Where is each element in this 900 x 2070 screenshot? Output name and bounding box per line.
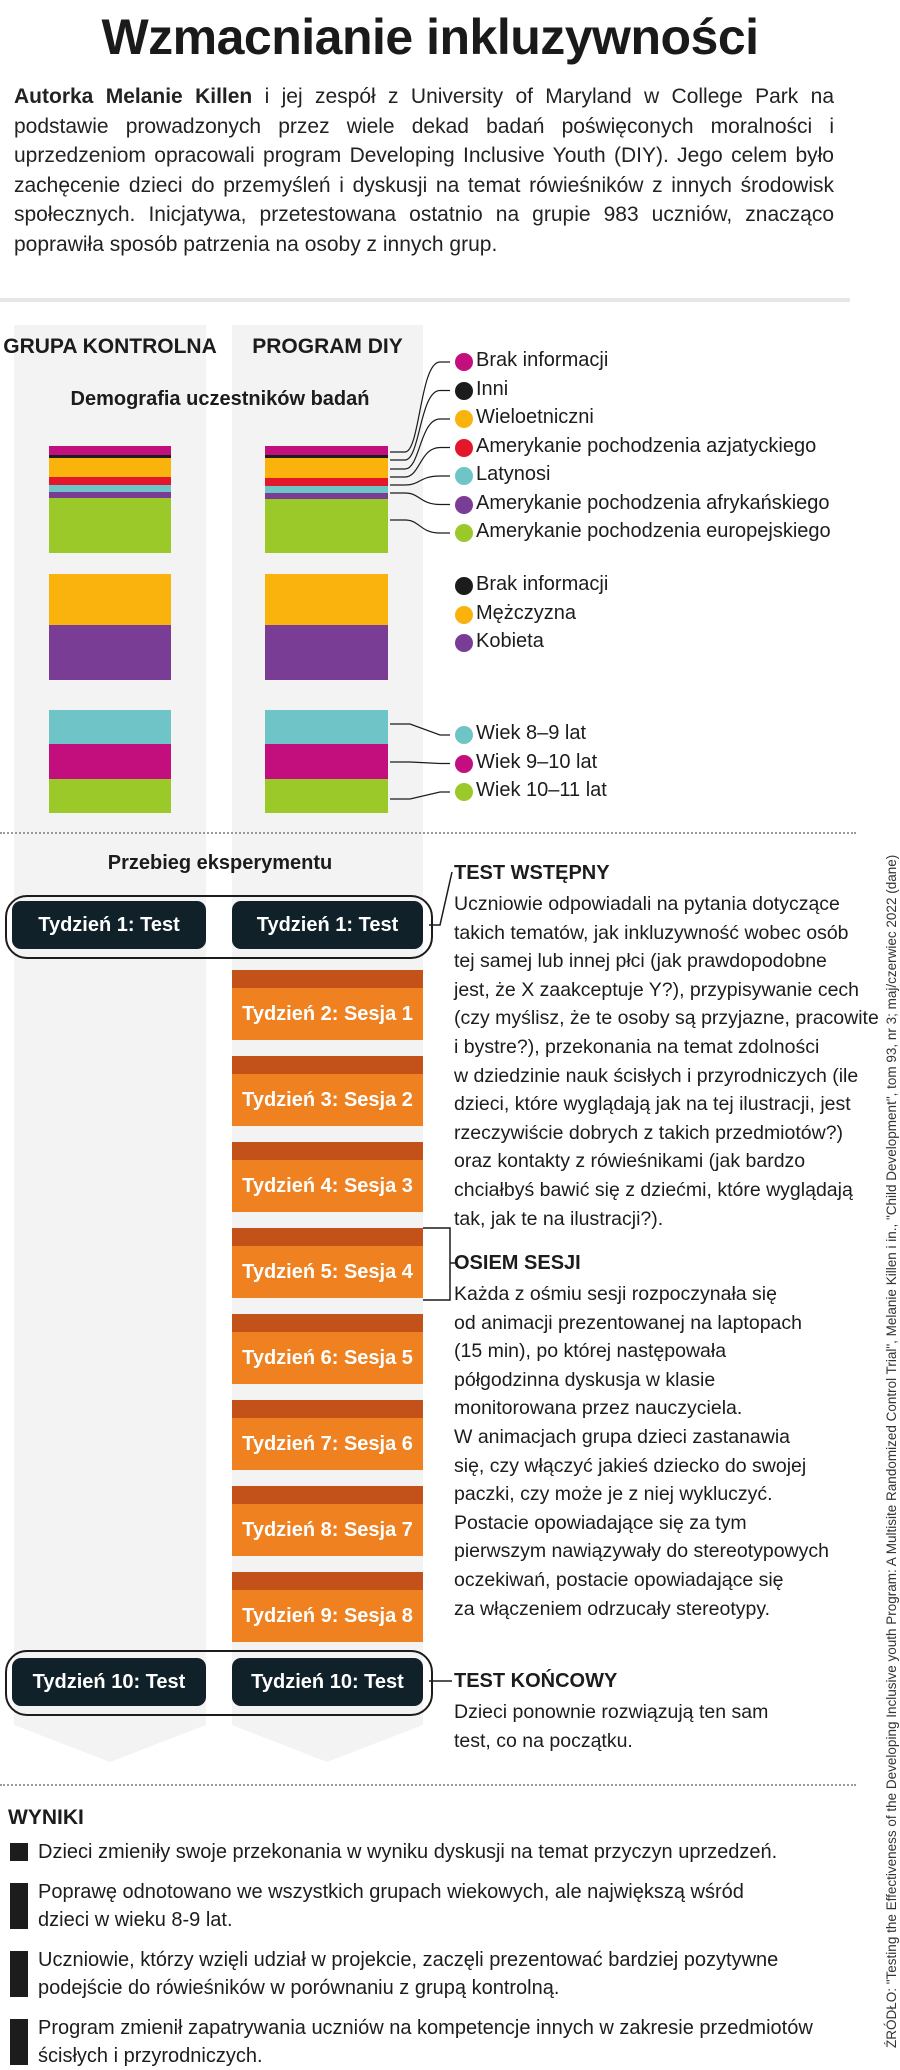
text-line: Każda z ośmiu sesji rozpoczynała się <box>454 1283 777 1305</box>
posttest-text <box>454 1698 864 1755</box>
text-line: (15 min), po której następowała <box>454 1340 727 1363</box>
text-line: się, czy włączyć jakieś dziecko do swojej <box>454 1454 807 1477</box>
sessions-heading: OSIEM SESJI <box>454 1252 581 1274</box>
result-item <box>38 1878 818 1934</box>
text-line: oczekiwań, postacie opowiadające się <box>454 1568 784 1591</box>
legend-label: Mężczyzna <box>476 601 577 624</box>
experiment-title: Przebieg eksperymentu <box>107 852 333 874</box>
legend-label: Brak informacji <box>476 573 609 595</box>
session-label: Tydzień 6: Sesja 5 <box>232 1332 423 1384</box>
result-bullet <box>10 2019 28 2065</box>
legend-label: Latynosi <box>476 463 551 485</box>
text-line: Dzieci ponownie rozwiązują ten sam <box>454 1701 769 1723</box>
text-line: jest, że X zaakceptuje Y?), przypisywanie cech <box>454 978 860 1001</box>
legend-label: Inni <box>476 377 509 400</box>
page-title: Wzmacnianie inkluzywności <box>101 9 759 65</box>
result-line: dzieci w wieku 8-9 lat. <box>38 1909 233 1931</box>
pretest-text <box>454 890 879 1233</box>
result-item <box>38 1838 818 1866</box>
text-line: monitorowana przez nauczyciela. <box>454 1397 743 1420</box>
result-line: Uczniowie, którzy wzięli udział w projekcie, zaczęli prezentować bardziej pozytywne <box>38 1949 779 1971</box>
source-note: ŹRÓDŁO: "Testing the Effectiveness of the Developing Inclusive youth Program: A Multisite Randomized Control Trial", Melanie Killen i in., "Child Development", tom 93, nr 3; maj/czerwiec 2022 (dane) <box>884 854 899 2048</box>
result-bullet <box>10 1843 28 1861</box>
text-line: półgodzinna dyskusja w klasie <box>454 1368 716 1391</box>
text-line: chciałbyś bawić się z dziećmi, które wyglądają <box>454 1178 853 1201</box>
result-line: Poprawę odnotowano we wszystkich grupach wiekowych, ale największą wśród <box>38 1881 744 1903</box>
control-group-header: GRUPA KONTROLNA <box>3 335 217 358</box>
legend-label: Wiek 10–11 lat <box>476 779 607 801</box>
text-line: w dziedzinie nauk ścisłych i przyrodniczych (ile <box>454 1064 859 1087</box>
week1-control-pill: Tydzień 1: Test <box>12 901 206 949</box>
text-line: Uczniowie odpowiadali na pytania dotyczące <box>454 893 840 915</box>
result-item <box>38 2014 818 2070</box>
text-line: takich tematów, jak inkluzywność wobec osób <box>454 921 849 944</box>
text-line: rzeczywiście dobrych z takich przedmiotów?) <box>454 1121 844 1144</box>
text-line: tak, jak te na ilustracji?). <box>454 1207 664 1230</box>
result-line: ścisłych i przyrodniczych. <box>38 2045 263 2067</box>
diy-program-header: PROGRAM DIY <box>252 335 403 358</box>
session-label: Tydzień 9: Sesja 8 <box>232 1590 423 1642</box>
session-label: Tydzień 5: Sesja 4 <box>232 1246 423 1298</box>
text-line: oraz kontakty z rówieśnikami (jak bardzo <box>454 1150 806 1173</box>
text-line: Postacie opowiadające się za tym <box>454 1511 747 1534</box>
result-bullet <box>10 1883 28 1929</box>
legend-label: Wieloetniczni <box>476 406 594 428</box>
text-line: W animacjach grupa dzieci zastanawia <box>454 1425 790 1448</box>
legend-label: Wiek 9–10 lat <box>476 750 598 773</box>
intro-lead: Autorka Melanie Killen <box>14 85 253 108</box>
legend-label: Wiek 8–9 lat <box>476 722 587 744</box>
text-line: za włączeniem odrzucały stereotypy. <box>454 1597 771 1620</box>
text-line: dzieci, które wyglądają jak na tej ilustracji, jest <box>454 1093 851 1116</box>
week10-diy-pill: Tydzień 10: Test <box>232 1658 423 1706</box>
legend-label: Brak informacji <box>476 349 609 371</box>
text-line: paczki, czy może je z niej wykluczyć. <box>454 1483 773 1506</box>
week1-diy-pill: Tydzień 1: Test <box>232 901 423 949</box>
result-bullet <box>10 1951 28 1997</box>
text-line: od animacji prezentowanej na laptopach <box>454 1311 802 1334</box>
results-heading: WYNIKI <box>8 1806 84 1829</box>
legend-label: Amerykanie pochodzenia azjatyckiego <box>476 434 817 457</box>
result-item <box>38 1946 818 2002</box>
text-line: pierwszym nawiązywały do stereotypowych <box>454 1540 829 1563</box>
text-line: test, co na początku. <box>454 1729 633 1752</box>
result-line: Program zmienił zapatrywania uczniów na kompetencje innych w zakresie przedmiotów <box>38 2017 813 2039</box>
text-line: tej samej lub innej płci (jak prawdopodobne <box>454 950 827 973</box>
session-label: Tydzień 4: Sesja 3 <box>232 1160 423 1212</box>
legend-label: Kobieta <box>476 630 544 652</box>
text-line: (czy myślisz, że te osoby są przyjazne, pracowite <box>454 1007 879 1030</box>
legend-label: Amerykanie pochodzenia europejskiego <box>476 520 831 542</box>
posttest-heading: TEST KOŃCOWY <box>454 1670 618 1692</box>
session-label: Tydzień 2: Sesja 1 <box>232 988 423 1040</box>
result-line: Dzieci zmieniły swoje przekonania w wyniku dyskusji na temat przyczyn uprzedzeń. <box>38 1841 778 1863</box>
divider-dotted-2 <box>0 1784 856 1786</box>
session-label: Tydzień 7: Sesja 6 <box>232 1418 423 1470</box>
session-label: Tydzień 8: Sesja 7 <box>232 1504 423 1556</box>
demographics-title: Demografia uczestników badań <box>70 388 370 410</box>
result-line: podejście do rówieśników w porównaniu z grupą kontrolną. <box>38 1977 560 1999</box>
text-line: i bystre?), przekonania na temat zdolności <box>454 1035 820 1058</box>
pretest-heading: TEST WSTĘPNY <box>454 862 610 884</box>
intro-text: i jej zespół z University of Maryland w College Park na podstawie prowadzonych przez wiele dekad badań poświęconych moralności i uprzedzeniom opracowali program Developing Inclusive Youth (DIY). Jego celem było zachęcenie dzieci do przemyśleń i dyskusji na temat rówieśników z innych środowisk społecznych. Inicjatywa, przetestowana ostatnio na grupie 983 uczniów, znacząco poprawiła sposób patrzenia na osoby z innych grup. <box>14 85 835 256</box>
sessions-text <box>454 1280 864 1623</box>
legend-label: Amerykanie pochodzenia afrykańskiego <box>476 491 830 514</box>
session-label: Tydzień 3: Sesja 2 <box>232 1074 423 1126</box>
week10-control-pill: Tydzień 10: Test <box>12 1658 206 1706</box>
